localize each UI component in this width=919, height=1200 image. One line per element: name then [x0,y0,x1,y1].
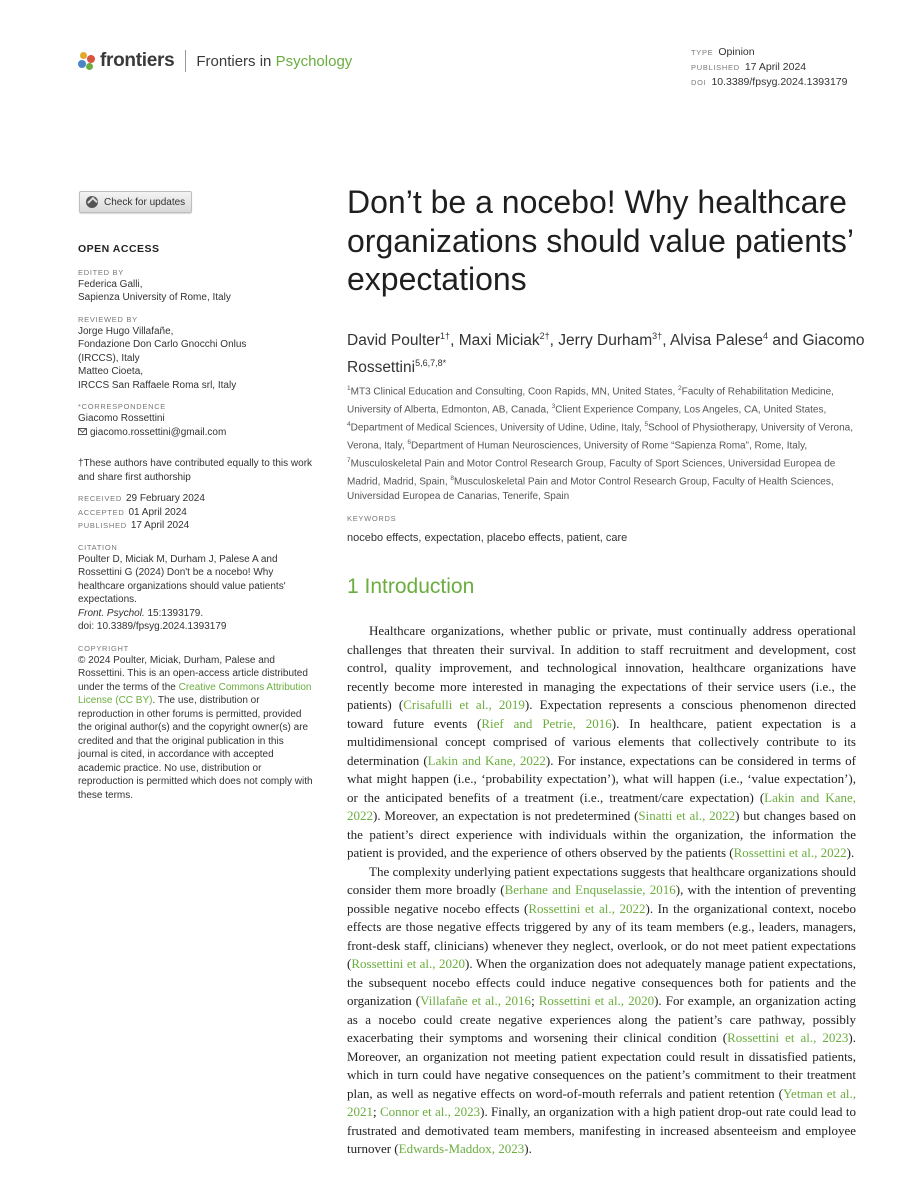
date-received: RECEIVED 29 February 2024 [78,493,205,504]
affiliation-text: Department of Medical Sciences, University of Udine, Udine, Italy, [350,422,645,434]
keywords: nocebo effects, expectation, placebo effects, patient, care [347,532,628,544]
reviewed-by-label: REVIEWED BY [78,314,138,324]
article-title: Don’t be a nocebo! Why healthcare organizations should value patients’ expectations [347,184,853,297]
article-body [347,622,856,1159]
citation-text: Poulter D, Miciak M, Durham J, Palese A and Rossettini G (2024) Don't be a nocebo! Why healthcare organizations should value patients' expectations. [78,553,286,605]
affiliation-text: Department of Human Neurosciences, University of Rome “Sapienza Roma”, Rome, Italy, [411,440,808,452]
author-name[interactable]: Giacomo Rossettini [347,332,865,377]
affiliation-number: 7 [347,456,351,464]
journal-prefix: Frontiers in [196,52,272,70]
author-name[interactable]: Alvisa Palese [669,332,763,350]
citation-link[interactable]: Villafañe et al., 2016 [420,993,532,1008]
text-run: ). [524,1141,532,1156]
affiliation-number: 4 [347,420,351,428]
license-link[interactable]: Creative Commons Attribution License (CC BY) [78,681,312,706]
citation-label: CITATION [78,542,118,552]
editor-name: Federica Galli, [78,278,143,290]
authorship-footnote: †These authors have contributed equally to this work and share first authorship [78,458,313,483]
envelope-icon [78,428,87,435]
text-run: ). Moreover, an expectation is not predetermined ( [373,808,639,823]
correspondence [78,412,313,439]
text-run: ). Moreover, an organization not meeting patient expectation could result in dissatisfied patients, which in turn could have negative consequences on the patient’s commitment to their treatment plan, as well as negative effects on word-of-mouth referrals and patient retention ( [347,1030,856,1101]
text-run: Healthcare organizations, whether public or private, must continually address operational challenges that threaten their survival. In addition to staff recruitment and development, cost control, quality improvement, and technological innovation, healthcare organizations have recently become more interested in managing the expectations of their service users (i.e., the patients) ( [347,623,856,712]
logo-dot [87,55,95,63]
correspondence-label: *CORRESPONDENCE [78,402,167,411]
citation-link[interactable]: Rossettini et al., 2023 [727,1030,849,1045]
editor-affiliation: Sapienza University of Rome, Italy [78,292,231,303]
affiliation-number: 6 [407,438,412,446]
logo-dot [86,63,93,70]
edited-by-label: EDITED BY [78,267,124,277]
check-updates-icon [86,196,98,208]
author-affil-marker: 2† [539,331,550,341]
text-run: ) but changes based on the patient’s direct experience with individuals within the organization, the information the patient is provided, and the experience of others observed by the patients ( [347,808,856,860]
reviewer-line: (IRCCS), Italy [78,352,140,364]
citation-link[interactable]: Lakin and Kane, 2022 [427,752,546,768]
logo-dot [80,52,87,59]
citation-link[interactable]: Crisafulli et al., 2019 [403,697,525,712]
citation-link[interactable]: Lakin and Kane, 2022 [347,789,856,823]
affiliation-text: Client Experience Company, Los Angeles, CA, United States, [555,404,827,416]
citation-link[interactable]: Connor et al., 2023 [379,1104,481,1119]
copyright-label: COPYRIGHT [78,643,129,653]
text-run: ). In the organizational context, nocebo effects are those negative effects triggered by any of its team members (e.g., leaders, managers, front-desk staff, clinicians) whenever they neglect, overlook, or do not meet patient expectations ( [347,900,857,971]
affiliation-number: 5 [644,420,649,428]
text-run: ). For example, an organization acting as a nocebo could create negative experiences along the patient’s care pathway, possibly exacerbating their symptoms and worsening their clinical condition ( [347,993,856,1045]
reviewer-line: Fondazione Don Carlo Gnocchi Onlus [78,339,247,350]
reviewer-line: Matteo Cioeta, [78,366,144,377]
citation-link[interactable]: Rossettini et al., 2020 [538,993,655,1008]
citation-doi[interactable]: doi: 10.3389/fpsyg.2024.1393179 [78,621,227,632]
text-run: ). When the organization does not adequately manage patient expectations, the subsequent nocebo effects could induce negative consequences both for patients and the organization ( [347,956,856,1008]
affiliation-text: School of Physiotherapy, University of Verona, Verona, Italy, [347,422,853,452]
author-affil-marker: 3† [652,331,663,341]
date-accepted: ACCEPTED 01 April 2024 [78,506,187,518]
citation-link[interactable]: Sinatti et al., 2022 [638,808,736,823]
citation-link[interactable]: Edwards-Maddox, 2023 [398,1141,525,1156]
affiliation-number: 2 [678,385,682,392]
edited-by [78,278,313,305]
author-name[interactable]: Jerry Durham [558,332,653,350]
affiliation-number: 3 [551,402,556,410]
frontiers-logo[interactable] [78,50,352,72]
sidebar [78,243,313,802]
citation-journal: Front. Psychol. 15:1393179. [78,607,204,619]
check-updates-label: Check for updates [104,196,186,208]
citation-link[interactable]: Rossettini et al., 2022 [528,900,646,916]
affiliation-number: 8 [450,474,455,482]
meta-published: PUBLISHED 17 April 2024 [691,61,807,73]
affiliation-text: MT3 Clinical Education and Consulting, Coon Rapids, MN, United States, [350,386,679,398]
date-published: PUBLISHED 17 April 2024 [78,520,190,531]
citation-link[interactable]: Rief and Petrie, 2016 [481,715,612,731]
citation-link[interactable]: Yetman et al., 2021 [347,1085,856,1119]
affiliation-text: Faculty of Rehabilitation Medicine, University of Alberta, Edmonton, AB, Canada, [347,386,834,416]
affiliation-text: Musculoskeletal Pain and Motor Control Research Group, Faculty of Sport Sciences, Universidad Europea de Madrid, Madrid, Spain, [347,458,836,487]
copyright: © 2024 Poulter, Miciak, Durham, Palese and Rossettini. This is an open-access article distributed under the terms of the Creative Commons Attribution License (CC BY). The use, distribution or reproduction in other forums is permitted, provided the original author(s) and the copyright owner(s) are credited and that the original publication in this journal is cited, in accordance with accepted academic practice. No use, distribution or reproduction is permitted which does not comply with these terms. [78,654,313,801]
section-heading: 1 Introduction [347,575,475,598]
citation-link[interactable]: Rossettini et al., 2022 [733,845,847,860]
check-for-updates-button[interactable] [79,191,192,213]
meta-type: TYPE Opinion [691,46,755,58]
text-run: ). Expectation represents a conscious phenomenon directed toward future events ( [347,697,857,731]
journal-subject: Psychology [275,52,353,70]
citation-link[interactable]: Berhane and Enquselassie, 2016 [504,882,676,897]
author-list: David Poulter$^{1\dagger}$, Maxi Miciak$^{2\dagger}$, Jerry Durham$^{3\dagger}$, Alvisa Palese$^4$ and Giacomo Rossettini$^{5,6,7,8*}$ [347,331,865,377]
text-run: ; [531,993,539,1008]
logo-divider [185,50,186,72]
reviewer-line: Jorge Hugo Villafañe, [78,325,174,337]
author-affil-marker: 1† [440,331,451,341]
author-name[interactable]: Maxi Miciak [458,332,540,350]
citation [78,553,313,634]
frontiers-logo-icon [78,52,96,70]
paragraph [347,863,856,1159]
correspondence-name: Giacomo Rossettini [78,413,165,424]
meta-doi[interactable]: DOI 10.3389/fpsyg.2024.1393179 [691,76,848,88]
affiliation-number: 1 [347,385,351,392]
text-run: ). In healthcare, patient expectation is a multidimensional concept comprised of various elements that collectively contribute to its determination ( [347,715,856,768]
open-access-label: OPEN ACCESS [78,243,160,255]
article-meta [691,45,847,90]
text-run: ; [373,1104,380,1119]
reviewed-by [78,325,313,393]
text-run: ), with the intention of preventing possible negative nocebo effects ( [347,882,856,916]
dates [78,492,313,533]
citation-link[interactable]: Rossettini et al., 2020 [351,956,466,971]
affiliations [347,382,867,504]
text-run: ). For instance, expectations can be considered in terms of what might happen (i.e., ‘probability expectation’), what will happen (i.e., ‘value expectation’), or the anticipated benefits of a treatment (i.e., treatment/care expectation) ( [347,752,856,805]
keywords-label: KEYWORDS [347,514,397,523]
author-affil-marker: 5,6,7,8* [415,358,447,369]
brand-name: frontiers [100,50,175,71]
author-name[interactable]: David Poulter [347,332,441,350]
reviewer-line: IRCCS San Raffaele Roma srl, Italy [78,379,237,391]
author-affil-marker: 4 [763,331,769,341]
logo-dot [78,60,86,68]
text-run: ). [846,845,855,860]
correspondence-email[interactable]: giacomo.rossettini@gmail.com [78,426,313,440]
text-run: The complexity underlying patient expectations suggests that healthcare organizations should consider them more broadly ( [347,863,856,897]
paragraph [347,622,856,863]
text-run: ). Finally, an organization with a high patient drop-out rate could lead to frustrated and demotivated team members, manifesting in increased absenteeism and employee turnover ( [347,1104,856,1156]
affiliation-text: Musculoskeletal Pain and Motor Control Research Group, Faculty of Health Sciences, Universidad Europea de Canarias, Tenerife, Spain [347,475,834,502]
journal-name [196,53,352,70]
